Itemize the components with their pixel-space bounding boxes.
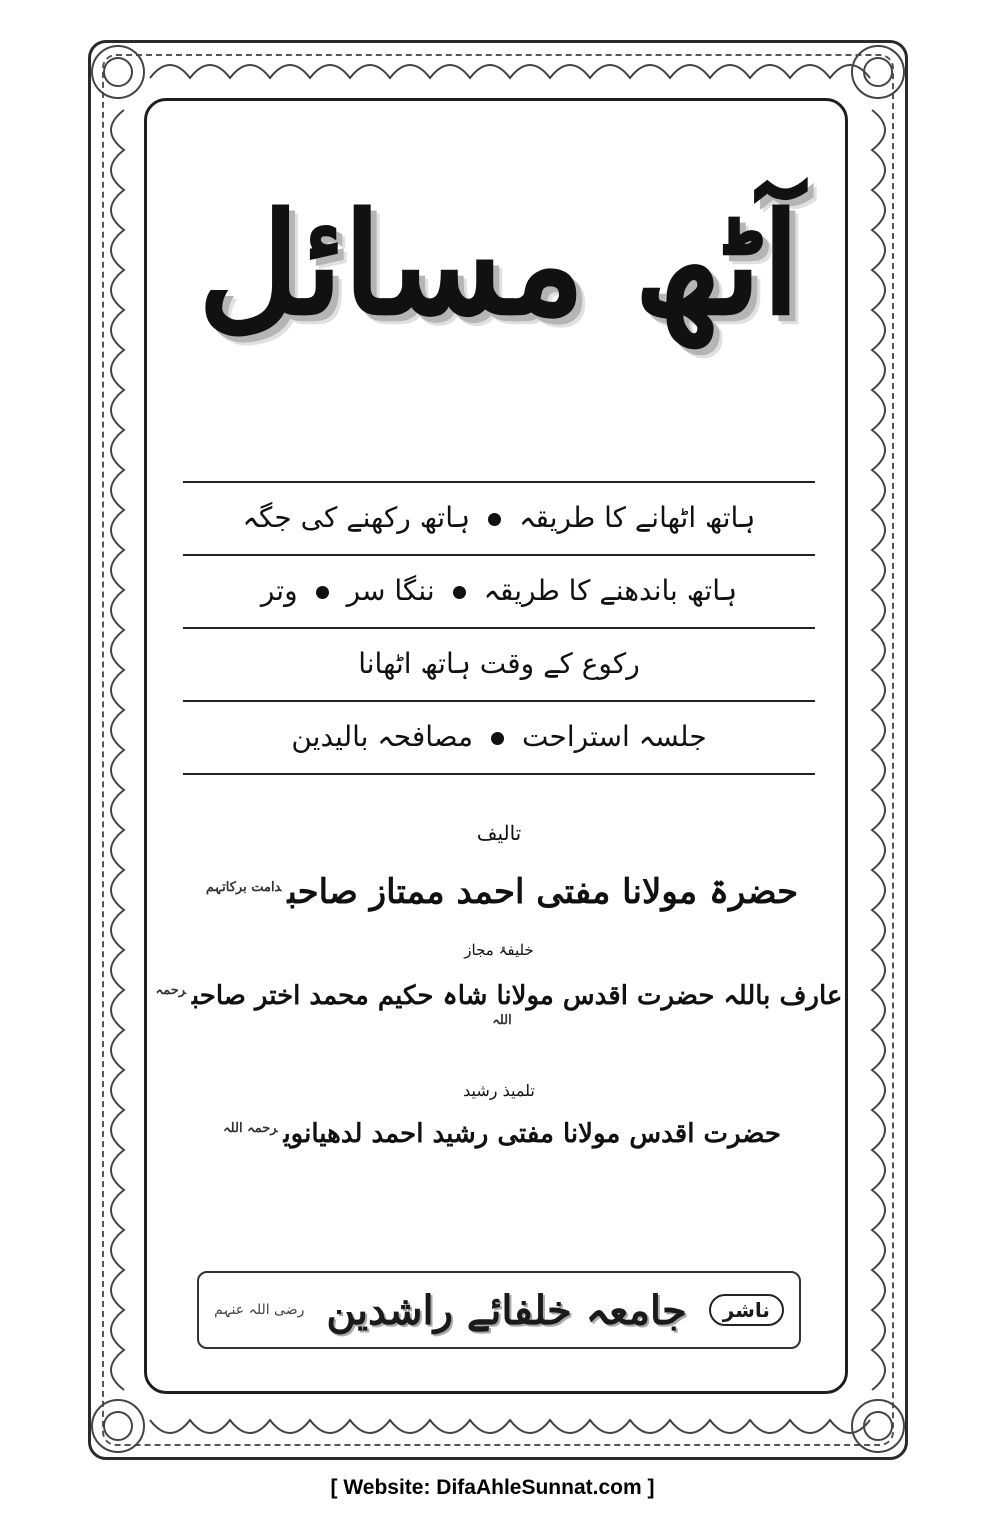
corner-ornament-top-left xyxy=(92,46,144,98)
topic-line-1 xyxy=(183,501,815,534)
teacher-honorific: رحمہ اللہ xyxy=(223,1121,278,1137)
publisher-name: جامعہ خلفائے راشدین xyxy=(326,1286,687,1334)
topic-item: ہاتھ رکھنے کی جگہ xyxy=(242,501,471,534)
book-title: آٹھ مسائل xyxy=(197,183,801,347)
corner-ornament-bottom-right xyxy=(852,1400,904,1452)
topic-line-4 xyxy=(183,720,815,753)
website-footer: [ Website: DifaAhleSunnat.com ] xyxy=(330,1476,655,1499)
bullet-dot xyxy=(491,732,504,745)
sheikh-name: عارف باللہ حضرت اقدس مولانا شاہ حکیم محمد اختر صاحب xyxy=(191,981,843,1011)
teacher-line xyxy=(147,1119,851,1149)
divider xyxy=(183,481,815,483)
author-name: حضرۃ مولانا مفتی احمد ممتاز صاحب xyxy=(287,872,799,912)
bullet-dot xyxy=(316,586,329,599)
divider xyxy=(183,700,815,702)
topic-item: وتر xyxy=(260,574,298,607)
topic-item: جلسہ استراحت xyxy=(522,720,707,753)
topic-line-2 xyxy=(183,574,815,607)
topic-line-3 xyxy=(183,647,815,680)
author-honorific: دامت برکاتہم xyxy=(205,879,282,895)
divider xyxy=(183,554,815,556)
authorship-label: تالیف xyxy=(476,821,522,845)
corner-ornament-top-right xyxy=(852,46,904,98)
bullet-dot xyxy=(488,513,501,526)
corner-ornament-bottom-left xyxy=(92,1400,144,1452)
teacher-name: حضرت اقدس مولانا مفتی رشید احمد لدھیانوی xyxy=(283,1119,781,1149)
author-name-line xyxy=(147,871,851,912)
divider xyxy=(183,773,815,775)
topic-item: ننگا سر xyxy=(346,574,435,607)
khalifa-label: خلیفۂ مجاز xyxy=(464,941,534,959)
bullet-dot xyxy=(453,586,466,599)
topic-item: مصافحہ بالیدین xyxy=(291,720,474,753)
topic-item: ہاتھ باندھنے کا طریقہ xyxy=(483,574,738,607)
publisher-block xyxy=(197,1271,801,1349)
talmeez-label: تلمیذ رشید xyxy=(463,1081,535,1100)
sheikh-line xyxy=(147,981,851,1041)
publisher-honorific: رضی اللہ عنہم xyxy=(214,1302,305,1318)
topic-item: ہاتھ اٹھانے کا طریقہ xyxy=(519,501,756,534)
publisher-badge: ناشر xyxy=(709,1294,784,1326)
divider xyxy=(183,627,815,629)
topic-item: رکوع کے وقت ہاتھ اٹھانا xyxy=(358,647,640,680)
cover-panel xyxy=(144,98,848,1394)
sheikh-honorific: رحمہ اللہ xyxy=(155,983,512,1029)
